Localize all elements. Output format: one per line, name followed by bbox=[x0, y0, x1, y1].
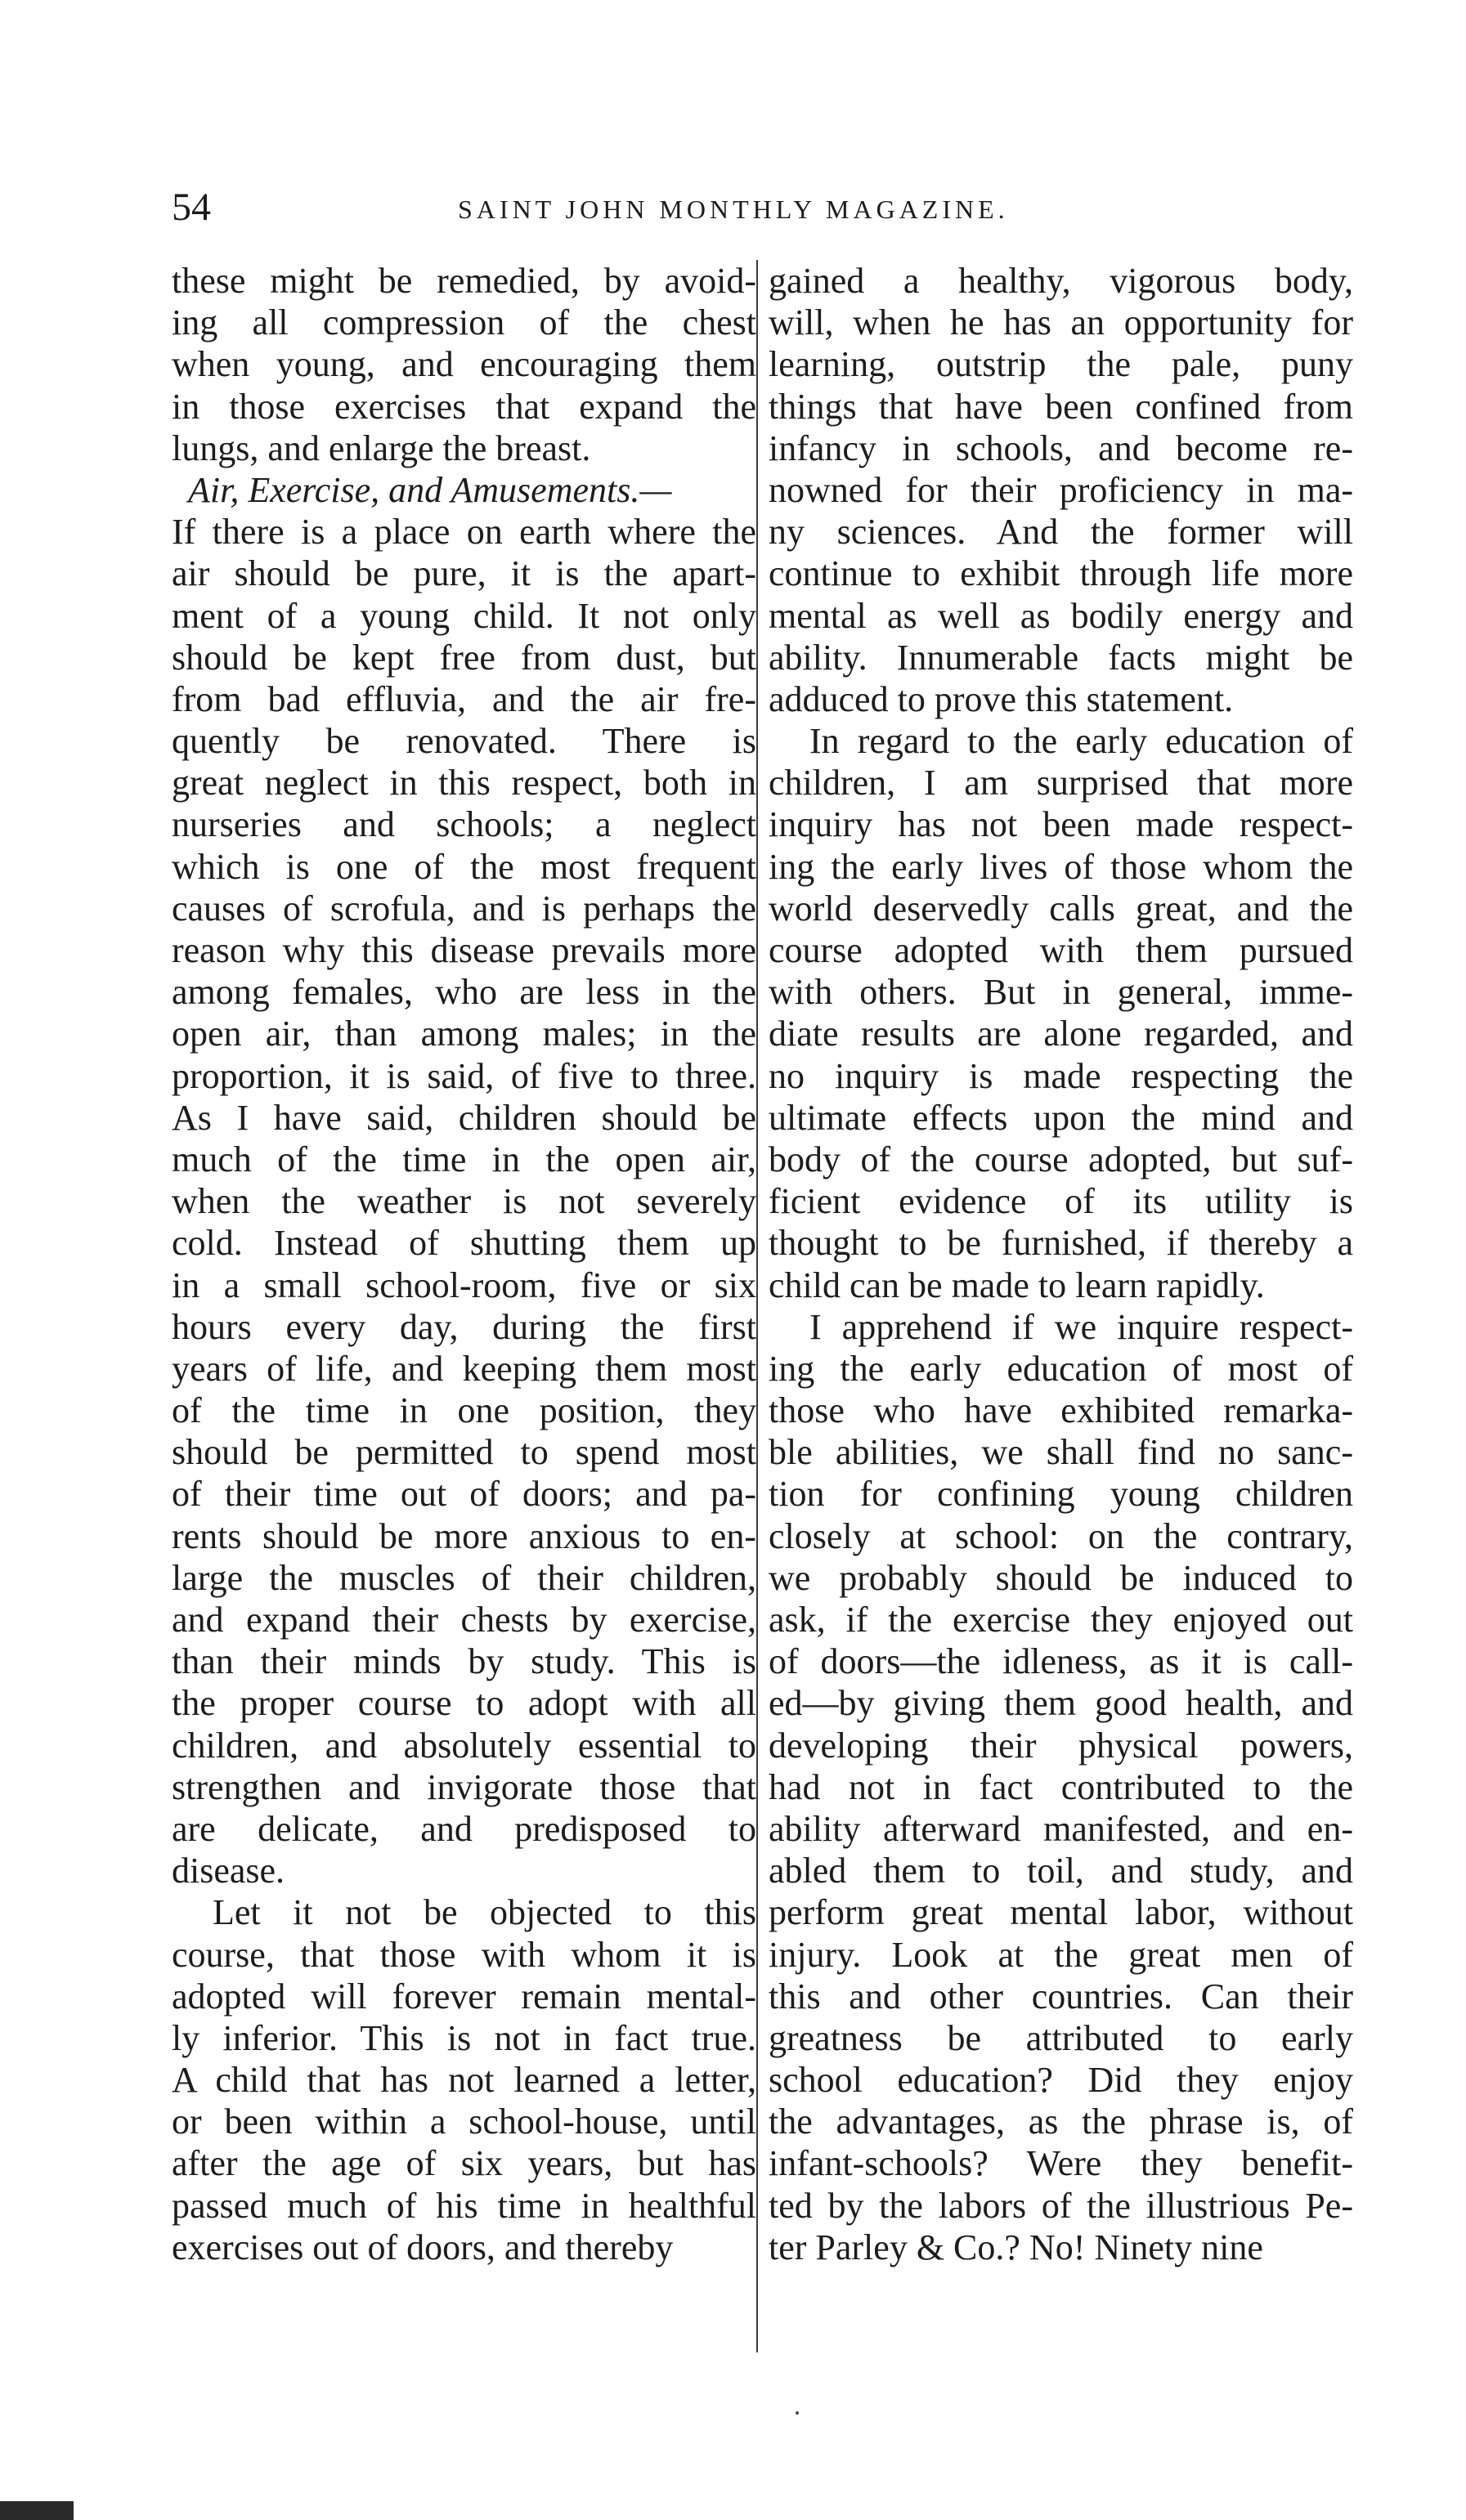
right-column-line: In regard to the early education of bbox=[809, 721, 1353, 762]
right-column-line: abled them to toil, and study, and bbox=[769, 1851, 1353, 1891]
right-column-line: infant-schools? Were they benefit- bbox=[769, 2143, 1353, 2184]
left-column-line: after the age of six years, but has bbox=[172, 2143, 756, 2184]
right-column-line: diate results are alone regarded, and bbox=[769, 1014, 1353, 1054]
right-column-line: those who have exhibited remarka- bbox=[769, 1390, 1353, 1431]
left-column-line: reason why this disease prevails more bbox=[172, 930, 756, 970]
right-column-line: infancy in schools, and become re- bbox=[769, 427, 1353, 468]
right-column-line: with others. But in general, imme- bbox=[769, 972, 1353, 1013]
right-column-line: children, I am surprised that more bbox=[769, 763, 1353, 803]
right-column-line: course adopted with them pursued bbox=[769, 930, 1353, 970]
right-column-line: will, when he has an opportunity for bbox=[769, 302, 1353, 343]
right-column-line: had not in fact contributed to the bbox=[769, 1766, 1353, 1807]
left-column-line: should be permitted to spend most bbox=[172, 1432, 756, 1473]
left-column-line: open air, than among males; in the bbox=[172, 1014, 756, 1054]
left-column-line: nurseries and schools; a neglect bbox=[172, 804, 756, 845]
left-column-line: adopted will forever remain mental- bbox=[172, 1976, 756, 2016]
right-column-line: ted by the labors of the illustrious Pe- bbox=[769, 2185, 1353, 2226]
left-column-line: lungs, and enlarge the breast. bbox=[172, 427, 591, 468]
left-column-line: much of the time in the open air, bbox=[172, 1139, 756, 1179]
left-column-line: these might be remedied, by avoid- bbox=[172, 261, 756, 301]
right-column-line: perform great mental labor, without bbox=[769, 1892, 1353, 1933]
right-column-line: no inquiry is made respecting the bbox=[769, 1055, 1353, 1096]
right-column-line: closely at school: on the contrary, bbox=[769, 1515, 1353, 1556]
left-column-line: in those exercises that expand the bbox=[172, 386, 756, 427]
left-column-line: As I have said, children should be bbox=[172, 1097, 756, 1138]
page-number: 54 bbox=[172, 186, 211, 229]
right-column-line: gained a healthy, vigorous body, bbox=[769, 261, 1353, 301]
right-column-line: of doors—the idleness, as it is call- bbox=[769, 1641, 1353, 1682]
right-column-line: ing the early lives of those whom the bbox=[769, 846, 1353, 887]
right-column-line: thought to be furnished, if thereby a bbox=[769, 1223, 1353, 1264]
left-column-line: are delicate, and predisposed to bbox=[172, 1808, 756, 1849]
left-column-line: passed much of his time in healthful bbox=[172, 2185, 756, 2226]
left-column-line: from bad effluvia, and the air fre- bbox=[172, 678, 756, 719]
right-column-line: ficient evidence of its utility is bbox=[769, 1181, 1353, 1222]
right-column-line: school education? Did they enjoy bbox=[769, 2060, 1353, 2101]
right-column-line: ter Parley & Co.? No! Ninety nine bbox=[769, 2227, 1263, 2267]
right-column-line: body of the course adopted, but suf- bbox=[769, 1139, 1353, 1179]
left-column-line: course, that those with whom it is bbox=[172, 1934, 756, 1975]
right-column-line: greatness be attributed to early bbox=[769, 2017, 1353, 2058]
page-edge-mark bbox=[0, 2501, 74, 2520]
ink-speck bbox=[796, 2411, 799, 2415]
right-column-line: tion for confining young children bbox=[769, 1474, 1353, 1515]
right-column-line: developing their physical powers, bbox=[769, 1725, 1353, 1766]
left-column-line: in a small school-room, five or six bbox=[172, 1264, 756, 1305]
right-column-line: this and other countries. Can their bbox=[769, 1976, 1353, 2016]
left-column-line: exercises out of doors, and thereby bbox=[172, 2227, 674, 2267]
right-column-line: adduced to prove this statement. bbox=[769, 678, 1234, 719]
right-column-line: ing the early education of most of bbox=[769, 1348, 1353, 1389]
right-column-line: nowned for their proficiency in ma- bbox=[769, 469, 1353, 510]
column-divider bbox=[756, 260, 758, 2352]
left-column-line: disease. bbox=[172, 1851, 285, 1891]
left-column-line: causes of scrofula, and is perhaps the bbox=[172, 888, 756, 929]
left-column-line: large the muscles of their children, bbox=[172, 1557, 756, 1598]
left-column-line: of the time in one position, they bbox=[172, 1390, 756, 1431]
right-column bbox=[769, 260, 1353, 2268]
left-column-line: strengthen and invigorate those that bbox=[172, 1766, 756, 1807]
left-column-line: Let it not be objected to this bbox=[213, 1892, 756, 1933]
left-column-line: great neglect in this respect, both in bbox=[172, 763, 756, 803]
left-column-line: which is one of the most frequent bbox=[172, 846, 756, 887]
right-column-line: things that have been confined from bbox=[769, 386, 1353, 427]
right-column-line: mental as well as bodily energy and bbox=[769, 595, 1353, 636]
right-column-line: ble abilities, we shall find no sanc- bbox=[769, 1432, 1353, 1473]
left-column-line: among females, who are less in the bbox=[172, 972, 756, 1013]
right-column-line: ability. Innumerable facts might be bbox=[769, 637, 1353, 678]
section-heading bbox=[172, 469, 756, 511]
left-column-line: If there is a place on earth where the bbox=[172, 512, 756, 553]
left-column-line: of their time out of doors; and pa- bbox=[172, 1474, 756, 1515]
right-column-line: continue to exhibit through life more bbox=[769, 553, 1353, 594]
right-column-line: ny sciences. And the former will bbox=[769, 512, 1353, 553]
right-column-line: injury. Look at the great men of bbox=[769, 1934, 1353, 1975]
left-column-line: than their minds by study. This is bbox=[172, 1641, 756, 1682]
left-column-line: rents should be more anxious to en- bbox=[172, 1515, 756, 1556]
right-column-line: I apprehend if we inquire respect- bbox=[809, 1306, 1353, 1347]
left-column-line: ing all compression of the chest bbox=[172, 302, 756, 343]
left-column-line: the proper course to adopt with all bbox=[172, 1683, 756, 1724]
right-column-line: we probably should be induced to bbox=[769, 1557, 1353, 1598]
right-column-line: ask, if the exercise they enjoyed out bbox=[769, 1600, 1353, 1640]
left-column-line: proportion, it is said, of five to three. bbox=[172, 1055, 756, 1096]
left-column-line: and expand their chests by exercise, bbox=[172, 1600, 756, 1640]
left-column-line: when the weather is not severely bbox=[172, 1181, 756, 1222]
right-column-line: ultimate effects upon the mind and bbox=[769, 1097, 1353, 1138]
left-column-line: ment of a young child. It not only bbox=[172, 595, 756, 636]
left-column-line: should be kept free from dust, but bbox=[172, 637, 756, 678]
left-column-line: children, and absolutely essential to bbox=[172, 1725, 756, 1766]
right-column-line: the advantages, as the phrase is, of bbox=[769, 2101, 1353, 2142]
right-column-line: learning, outstrip the pale, puny bbox=[769, 344, 1353, 385]
left-column-line: ly inferior. This is not in fact true. bbox=[172, 2017, 756, 2058]
left-column-line: when young, and encouraging them bbox=[172, 344, 756, 385]
left-column bbox=[172, 260, 756, 2268]
left-column-line: cold. Instead of shutting them up bbox=[172, 1223, 756, 1264]
left-column-line: quently be renovated. There is bbox=[172, 721, 756, 762]
right-column-line: world deservedly calls great, and the bbox=[769, 888, 1353, 929]
left-column-line: or been within a school-house, until bbox=[172, 2101, 756, 2142]
right-column-line: ability afterward manifested, and en- bbox=[769, 1808, 1353, 1849]
right-column-line: inquiry has not been made respect- bbox=[769, 804, 1353, 845]
left-column-line: air should be pure, it is the apart- bbox=[172, 553, 756, 594]
right-column-line: ed—by giving them good health, and bbox=[769, 1683, 1353, 1724]
right-column-line: child can be made to learn rapidly. bbox=[769, 1264, 1265, 1305]
left-column-line: hours every day, during the first bbox=[172, 1306, 756, 1347]
section-heading-text: Air, Exercise, and Amusements.— bbox=[188, 469, 672, 510]
running-head bbox=[172, 185, 1365, 234]
left-column-line: years of life, and keeping them most bbox=[172, 1348, 756, 1389]
left-column-line: A child that has not learned a letter, bbox=[172, 2060, 756, 2101]
journal-title: SAINT JOHN MONTHLY MAGAZINE. bbox=[458, 195, 1009, 224]
